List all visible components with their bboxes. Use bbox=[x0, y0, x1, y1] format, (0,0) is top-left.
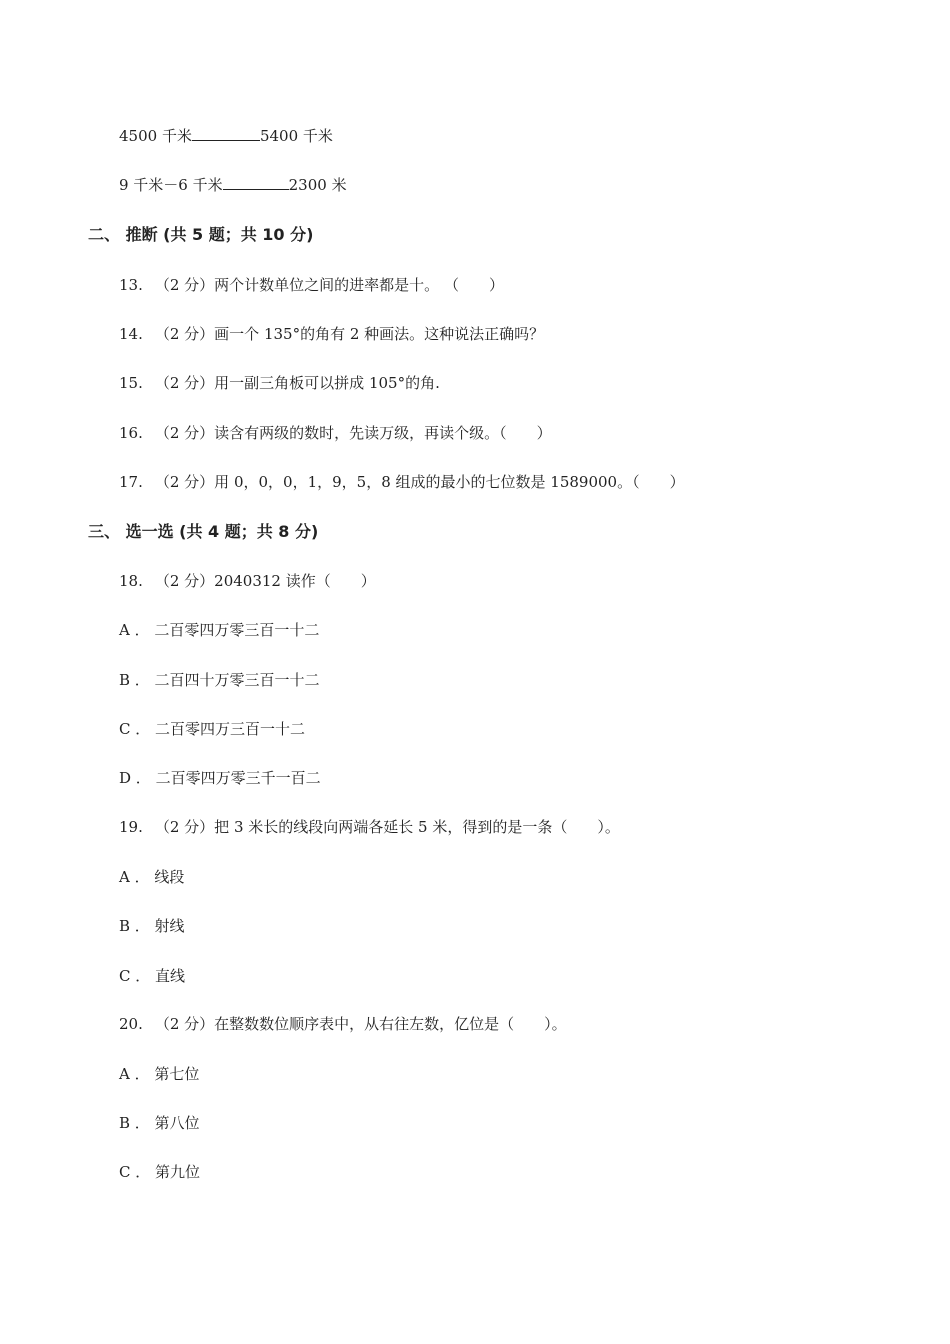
option-a[interactable]: A ． 第七位 bbox=[119, 1065, 200, 1083]
answer-blank[interactable] bbox=[223, 175, 289, 190]
question-text: （2 分）画一个 135°的角有 2 种画法。这种说法正确吗？ bbox=[154, 325, 545, 343]
answer-blank[interactable] bbox=[192, 126, 260, 141]
option-a[interactable]: A ． 线段 bbox=[119, 868, 185, 886]
question-19 bbox=[119, 817, 620, 837]
question-text: （2 分）在整数数位顺序表中，从右往左数，亿位是（ ）。 bbox=[154, 1015, 567, 1033]
question-number: 16. bbox=[119, 424, 143, 442]
question-14 bbox=[119, 324, 544, 344]
option-d[interactable]: D ． 二百零四万零三千一百二 bbox=[119, 769, 321, 787]
compare-right: 5400 千米 bbox=[259, 127, 333, 145]
question-text: （2 分）用一副三角板可以拼成 105°的角. bbox=[154, 374, 440, 392]
question-18 bbox=[119, 571, 376, 591]
option-c[interactable]: C ． 第九位 bbox=[119, 1163, 201, 1181]
question-text: （2 分）用 0，0，0，1，9，5，8 组成的最小的七位数是 1589000。（ ） bbox=[154, 473, 685, 491]
question-text: （2 分）把 3 米长的线段向两端各延长 5 米，得到的是一条（ ）。 bbox=[154, 818, 620, 836]
section-heading-judgement: 二、 推断 (共 5 题；共 10 分) bbox=[88, 225, 314, 244]
question-16 bbox=[119, 423, 552, 443]
option-b[interactable]: B ． 射线 bbox=[119, 917, 185, 935]
option-b[interactable]: B ． 二百四十万零三百一十二 bbox=[119, 671, 320, 689]
question-number: 15. bbox=[119, 374, 143, 392]
compare-left: 9 千米－6 千米 bbox=[119, 176, 223, 194]
question-number: 13. bbox=[119, 276, 143, 294]
compare-left: 4500 千米 bbox=[119, 127, 192, 145]
question-13 bbox=[119, 275, 504, 295]
question-number: 20. bbox=[119, 1015, 143, 1033]
compare-item bbox=[119, 126, 333, 146]
question-number: 18. bbox=[119, 572, 143, 590]
question-text: （2 分）2040312 读作（ ） bbox=[154, 572, 376, 590]
compare-right: 2300 米 bbox=[288, 176, 347, 194]
option-a[interactable]: A ． 二百零四万零三百一十二 bbox=[119, 621, 320, 639]
option-c[interactable]: C ． 二百零四万三百一十二 bbox=[119, 720, 306, 738]
question-17 bbox=[119, 472, 685, 492]
question-text: （2 分）两个计数单位之间的进率都是十。 （ ） bbox=[154, 276, 504, 294]
question-number: 17. bbox=[119, 473, 143, 491]
question-number: 14. bbox=[119, 325, 143, 343]
question-text: （2 分）读含有两级的数时，先读万级，再读个级。（ ） bbox=[154, 424, 552, 442]
compare-item bbox=[119, 175, 347, 195]
option-c[interactable]: C ． 直线 bbox=[119, 967, 186, 985]
question-15 bbox=[119, 373, 440, 393]
option-b[interactable]: B ． 第八位 bbox=[119, 1114, 200, 1132]
question-20 bbox=[119, 1014, 567, 1034]
question-number: 19. bbox=[119, 818, 143, 836]
section-heading-choice: 三、 选一选 (共 4 题；共 8 分) bbox=[88, 522, 319, 541]
